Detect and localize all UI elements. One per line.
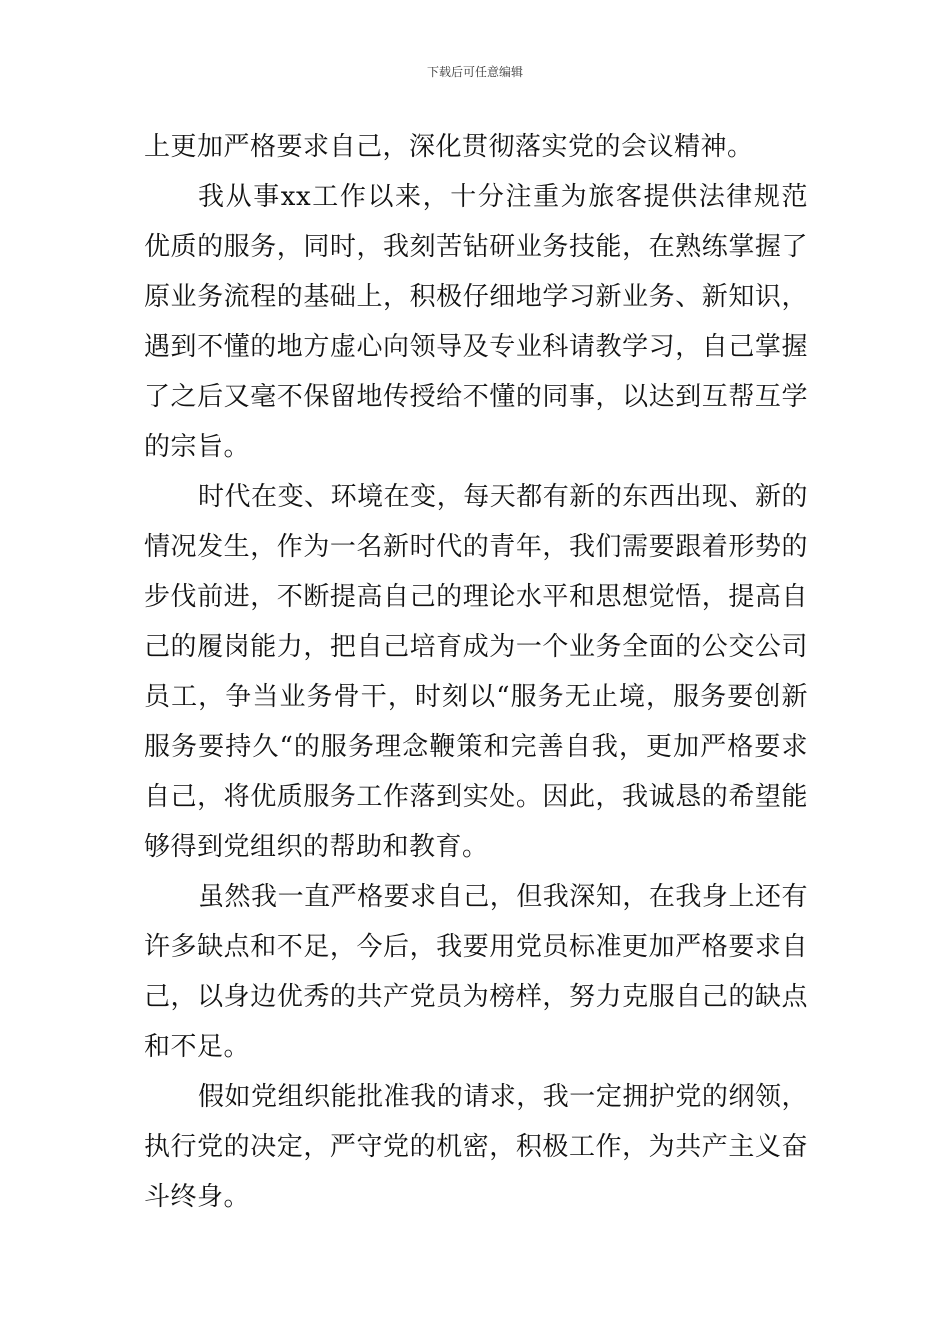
paragraph-era-change: 时代在变、环境在变，每天都有新的东西出现、新的情况发生，作为一名新时代的青年，我们需要跟着形势的步伐前进，不断提高自己的理论水平和思想觉悟，提高自己的履岗能力，把自己培育成为一个业务全面的公交公司员工，争当业务骨干，时刻以“服务无止境，服务要创新服务要持久“的服务理念鞭策和完善自我，更加严格要求自己，将优质服务工作落到实处。因此，我诚恳的希望能够得到党组织的帮助和教育。 <box>144 482 808 862</box>
paragraph-work-experience: 我从事xx工作以来，十分注重为旅客提供法律规范优质的服务，同时，我刻苦钻研业务技能，在熟练掌握了原业务流程的基础上，积极仔细地学习新业务、新知识，遇到不懂的地方虚心向领导及专业科请教学习，自己掌握了之后又毫不保留地传授给不懂的同事，以达到互帮互学的宗旨。 <box>144 182 808 462</box>
page-header: 下载后可任意编辑 <box>426 65 523 79</box>
paragraph-pledge: 假如党组织能批准我的请求，我一定拥护党的纲领，执行党的决定，严守党的机密，积极工作，为共产主义奋斗终身。 <box>144 1082 808 1212</box>
paragraph-shortcomings: 虽然我一直严格要求自己，但我深知，在我身上还有许多缺点和不足，今后，我要用党员标准更加严格要求自己，以身边优秀的共产党员为榜样，努力克服自己的缺点和不足。 <box>144 882 808 1062</box>
document-body <box>144 122 808 1222</box>
paragraph-continuation: 上更加严格要求自己，深化贯彻落实党的会议精神。 <box>144 132 754 162</box>
